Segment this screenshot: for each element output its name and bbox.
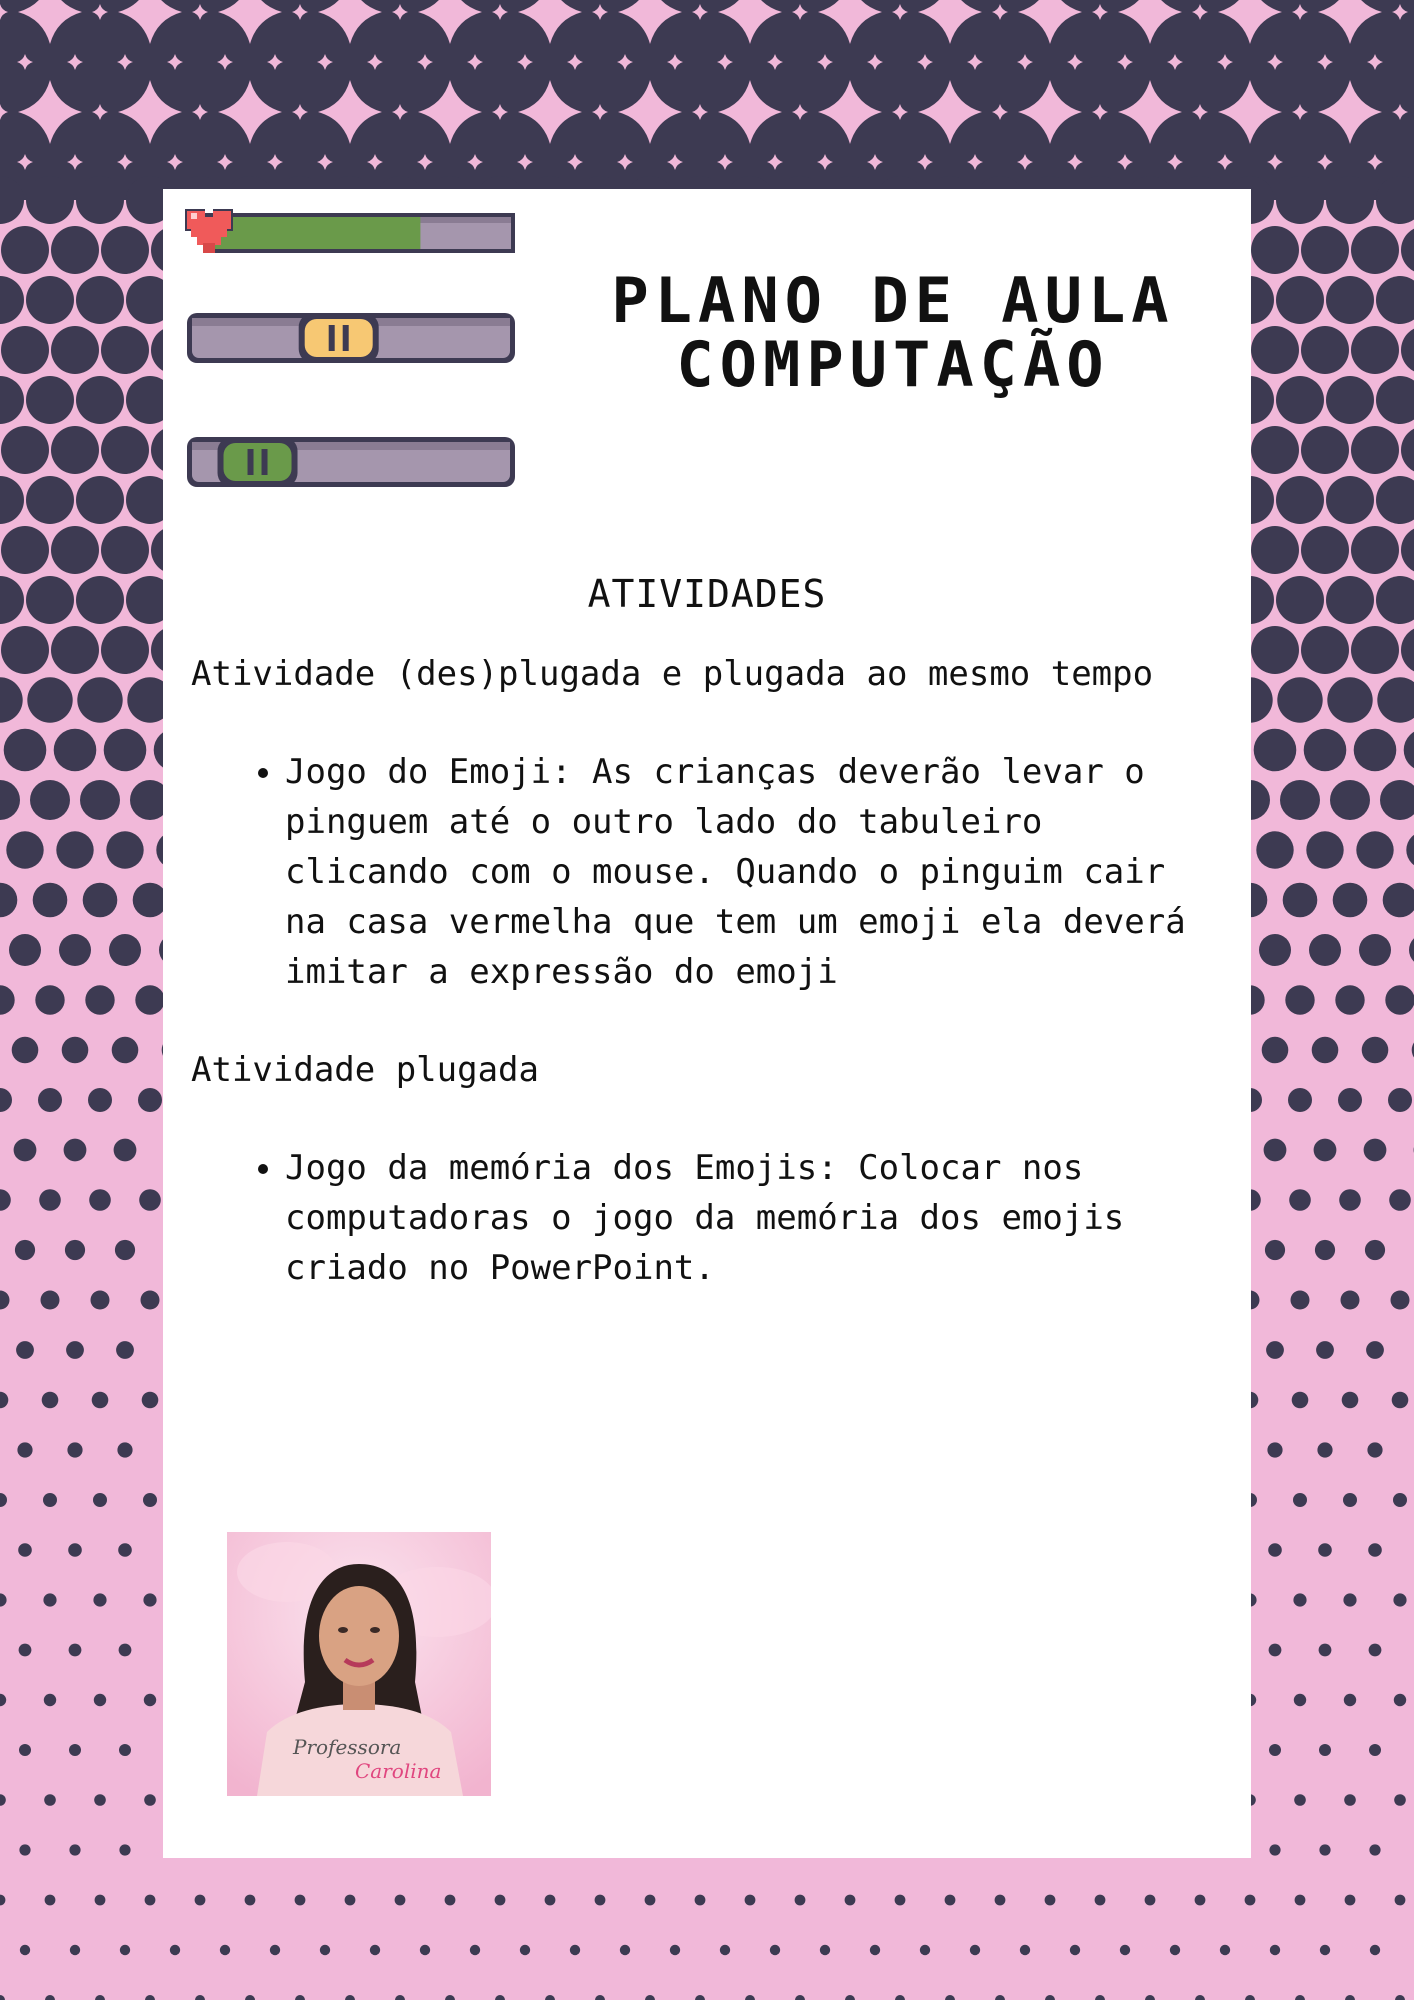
list-item: • Jogo da memória dos Emojis: Colocar nos computadoras o jogo da memória dos emojis criado no PowerPoint.	[285, 1143, 1221, 1293]
activity-heading-1: Atividade (des)plugada e plugada ao mesmo tempo	[191, 654, 1154, 694]
activity-heading-2: Atividade plugada	[191, 1050, 539, 1090]
activities-content	[191, 649, 1221, 1341]
section-heading: ATIVIDADES	[587, 572, 827, 616]
activity-list-2	[191, 1143, 1221, 1293]
shirt-text-1: Professora	[293, 1735, 402, 1759]
teacher-photo	[227, 1532, 491, 1796]
list-item: • Jogo do Emoji: As crianças deverão levar o pinguem até o outro lado do tabuleiro clicando com o mouse. Quando o pinguim cair na casa vermelha que tem um emoji ela deverá imitar a expressão do emoji	[285, 747, 1221, 997]
slider-bar-yellow	[183, 307, 523, 369]
lesson-plan-card	[163, 189, 1251, 1858]
health-bar-fill	[209, 217, 420, 249]
title-line-2: COMPUTAÇÃO	[676, 328, 1110, 401]
health-bar	[183, 203, 523, 265]
title-line-1: PLANO DE AULA	[611, 264, 1175, 337]
page-title	[548, 264, 1238, 401]
slider-bar-green	[183, 431, 523, 493]
slider-knob-green[interactable]	[218, 437, 298, 487]
slider-knob-yellow[interactable]	[299, 313, 379, 363]
shirt-text-2: Carolina	[355, 1759, 442, 1783]
activity-list-1	[191, 747, 1221, 997]
